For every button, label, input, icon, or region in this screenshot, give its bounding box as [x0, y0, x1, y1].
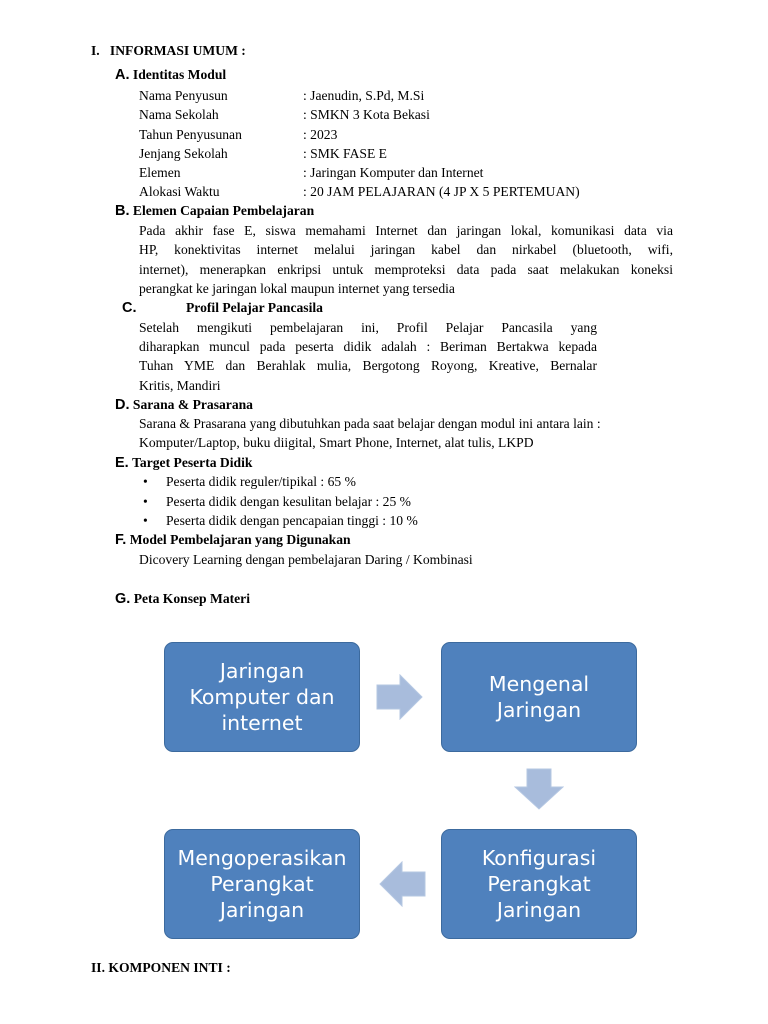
learning-model-text: Dicovery Learning dengan pembelajaran Daring / Kombinasi: [139, 552, 473, 567]
concept-box-introduction: [441, 642, 637, 752]
subsection-d-heading: [115, 397, 253, 413]
subsection-title: Identitas Modul: [132, 67, 227, 82]
identity-value: : Jaringan Komputer dan Internet: [303, 165, 484, 180]
subsection-f-heading: [115, 532, 351, 548]
paragraph-line: Komputer/Laptop, buku diigital, Smart Phone, Internet, alat tulis, LKPD: [139, 435, 534, 450]
subsection-letter: C.: [122, 300, 137, 316]
bullet-icon: •: [143, 513, 148, 528]
concept-box-networks-internet: [164, 642, 360, 752]
subsection-letter: A.: [115, 67, 130, 83]
bullet-icon: •: [143, 474, 148, 489]
concept-box-line: Mengenal: [488, 672, 590, 696]
arrow-right-icon: [376, 674, 424, 720]
concept-box-line: Jaringan: [219, 898, 305, 922]
paragraph-line: diharapkan muncul pada peserta didik adalah : Beriman Bertakwa kepada: [139, 339, 597, 354]
subsection-a-heading: [115, 67, 226, 83]
concept-box-line: Jaringan: [219, 659, 305, 683]
concept-box-configuration: [441, 829, 637, 939]
subsection-c-heading: [122, 300, 137, 316]
identity-label: Nama Sekolah: [139, 107, 219, 122]
concept-box-line: Perangkat: [487, 872, 591, 896]
list-item-text: Peserta didik reguler/tipikal : 65 %: [166, 474, 356, 489]
concept-box-line: Jaringan: [496, 698, 582, 722]
subsection-title: Sarana & Prasarana: [132, 397, 253, 412]
arrow-down-icon: [514, 768, 564, 810]
subsection-letter: B.: [115, 203, 130, 219]
subsection-letter: F.: [115, 532, 127, 548]
section-title: INFORMASI UMUM :: [109, 43, 246, 58]
concept-box-line: Perangkat: [210, 872, 314, 896]
identity-label: Elemen: [139, 165, 181, 180]
subsection-e-heading: [115, 455, 252, 471]
subsection-title: Model Pembelajaran yang Digunakan: [129, 532, 351, 547]
concept-box-line: Mengoperasikan: [177, 846, 347, 870]
paragraph-line: internet), menerapkan enkripsi untuk memproteksi data pada saat melakukan koneksi: [139, 262, 673, 277]
identity-value: : SMKN 3 Kota Bekasi: [303, 107, 430, 122]
section-heading: [91, 43, 246, 59]
bullet-icon: •: [143, 494, 148, 509]
subsection-title: Peta Konsep Materi: [133, 591, 250, 606]
identity-value: : 20 JAM PELAJARAN (4 JP X 5 PERTEMUAN): [303, 184, 580, 199]
list-item-text: Peserta didik dengan kesulitan belajar : 25 %: [166, 494, 411, 509]
section-numeral: II.: [91, 960, 105, 975]
section-title: KOMPONEN INTI :: [108, 960, 231, 975]
identity-label: Tahun Penyusunan: [139, 127, 242, 142]
paragraph-line: Tuhan YME dan Berahlak mulia, Bergotong Royong, Kreative, Bernalar: [139, 358, 597, 373]
identity-label: Jenjang Sekolah: [139, 146, 228, 161]
arrow-left-icon: [378, 861, 426, 907]
paragraph-line: HP, konektivitas internet melalui jaringan kabel dan nirkabel (bluetooth, wifi,: [139, 242, 673, 257]
list-item-text: Peserta didik dengan pencapaian tinggi : 10 %: [166, 513, 418, 528]
subsection-letter: E.: [115, 455, 129, 471]
concept-box-line: Jaringan: [496, 898, 582, 922]
paragraph-line: Setelah mengikuti pembelajaran ini, Profil Pelajar Pancasila yang: [139, 320, 597, 335]
concept-box-operation: [164, 829, 360, 939]
subsection-letter: D.: [115, 397, 130, 413]
identity-label: Alokasi Waktu: [139, 184, 220, 199]
paragraph-line: Kritis, Mandiri: [139, 378, 221, 393]
section-heading: [91, 960, 231, 976]
concept-box-line: internet: [221, 711, 303, 735]
concept-box-line: Komputer dan: [189, 685, 335, 709]
identity-value: : 2023: [303, 127, 338, 142]
concept-box-line: Konfigurasi: [481, 846, 597, 870]
identity-label: Nama Penyusun: [139, 88, 228, 103]
subsection-g-heading: [115, 591, 250, 607]
paragraph-line: Sarana & Prasarana yang dibutuhkan pada saat belajar dengan modul ini antara lain :: [139, 416, 601, 431]
subsection-letter: G.: [115, 591, 131, 607]
subsection-b-heading: [115, 203, 314, 219]
subsection-title: Profil Pelajar Pancasila: [186, 300, 323, 315]
subsection-title: Elemen Capaian Pembelajaran: [132, 203, 315, 218]
paragraph-line: Pada akhir fase E, siswa memahami Internet dan jaringan lokal, komunikasi data via: [139, 223, 673, 238]
paragraph-line: perangkat ke jaringan lokal maupun internet yang tersedia: [139, 281, 455, 296]
subsection-title: Target Peserta Didik: [132, 455, 253, 470]
section-numeral: I.: [91, 43, 100, 58]
identity-value: : Jaenudin, S.Pd, M.Si: [303, 88, 425, 103]
identity-value: : SMK FASE E: [303, 146, 387, 161]
